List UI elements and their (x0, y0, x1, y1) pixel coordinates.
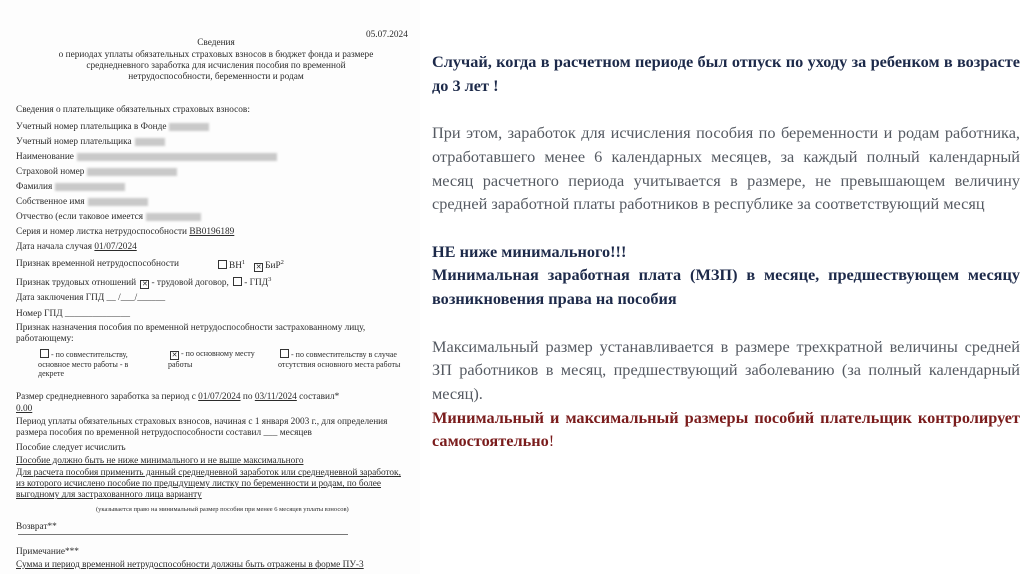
control-text: Минимальный и максимальный размеры пособий плательщик контролирует самостоятельно! (432, 407, 1020, 451)
redacted-value (169, 123, 209, 131)
field-row: Учетный номер плательщика (16, 137, 165, 148)
assignment-label: Признак назначения пособия по временной нетрудоспособности застрахованному лицу, работающему: (16, 323, 366, 345)
field-row: Страховой номер (16, 167, 177, 178)
checkbox-icon (218, 260, 227, 269)
form-title: Сведения (197, 38, 235, 48)
field-row: Отчество (если таковое имеется (16, 212, 201, 223)
last-note: Сумма и период временной нетрудоспособности должны быть отражены в форме ПУ-3 (16, 560, 364, 570)
not-below-min: НЕ ниже минимального!!! (432, 241, 627, 261)
form-subtitle: о периодах уплаты обязательных страховых взносов в бюджет фонда и размере среднедневного заработка для исчисления пособия по временной нетрудоспособности, беременности и родам (58, 50, 374, 83)
avg-value: 0.00 (16, 404, 33, 414)
redacted-value (77, 153, 277, 161)
redacted-value (135, 138, 165, 146)
gpd-date: Дата заключения ГПД __ /___/______ (16, 293, 166, 303)
avg-earnings: Размер среднедневного заработка за период с 01/07/2024 по 03/11/2024 составил* (16, 392, 340, 402)
explanation-text (432, 50, 1020, 453)
redacted-value (146, 213, 201, 221)
period-text: Период уплаты обязательных страховых взносов, начиная с 1 января 2003 г., для определения размера пособия по временной нетрудоспособности составил ___ месяцев (16, 417, 388, 439)
rule-min-max: Пособие должно быть не ниже минимального и не выше максимального (16, 456, 304, 466)
option-no-main: - по совместительству в случае отсутствия основного места работы (278, 350, 401, 369)
payer-header: Сведения о плательщике обязательных страховых взносов: (16, 105, 250, 115)
form-scan (0, 0, 420, 574)
paragraph-earnings: При этом, заработок для исчисления пособия по беременности и родам работника, отработавшего менее 6 календарных месяцев, за каждый полный календарный месяц расчетного периода учитывается в размере, не превышающем величину средней заработной платы работников в республике за соответствующий месяц (432, 123, 1020, 214)
form-date: 05.07.2024 (366, 30, 408, 40)
paragraph-max: Максимальный размер устанавливается в размере трехкратной величины средней ЗП работников в месяц, предшествующий заболеванию (за полный календарный месяц). (432, 336, 1020, 403)
field-row: Собственное имя (16, 197, 148, 208)
field-row: Дата начала случая 01/07/2024 (16, 242, 137, 252)
field-row: Признак трудовых отношений ✕ - трудовой договор, - ГПД$^3$ (16, 276, 272, 289)
redacted-value (87, 168, 177, 176)
checkbox-icon (233, 277, 242, 286)
redacted-value (88, 198, 148, 206)
heading: Случай, когда в расчетном периоде был отпуск по уходу за ребенком в возрасте до 3 лет ! (432, 52, 1020, 95)
checkbox-icon (280, 349, 289, 358)
field-row: Наименование (16, 152, 277, 163)
option-secondary: - по совместительству, основное место работы - в декрете (38, 350, 129, 379)
field-row: Учетный номер плательщика в Фонде (16, 122, 209, 133)
checked-box-icon: ✕ (142, 280, 148, 289)
calc-text: Пособие следует исчислить (16, 443, 126, 453)
form-document (16, 0, 408, 574)
refund-label: Возврат** (16, 522, 57, 532)
field-row: Серия и номер листка нетрудоспособности ВВ0196189 (16, 227, 235, 237)
divider (18, 534, 348, 535)
field-row: Фамилия (16, 182, 125, 193)
checkbox-icon (40, 349, 49, 358)
checked-box-icon: ✕ (255, 263, 262, 272)
checked-box-icon: ✕ (171, 351, 178, 359)
small-note: (указывается право на минимальный размер пособия при менее 6 месяцев уплаты взносов) (96, 506, 349, 513)
mzp-text: Минимальная заработная плата (МЗП) в месяце, предшествующем месяцу возникновения права на пособия (432, 265, 1020, 308)
note-label: Примечание*** (16, 547, 79, 557)
gpd-number: Номер ГПД ______________ (16, 309, 131, 319)
rule-calc: Для расчета пособия применить данный среднедневной заработок или среднедневной заработок, из которого исчислено пособие по предыдущему листку по беременности и родам, по более выгодному для застрахованного лица варианту (16, 468, 401, 501)
field-row: Признак временной нетрудоспособности $ВН^1$ ✕ БиР$^2$ (16, 259, 284, 272)
option-main: ✕ - по основному месту работы (168, 349, 255, 369)
redacted-value (55, 183, 125, 191)
